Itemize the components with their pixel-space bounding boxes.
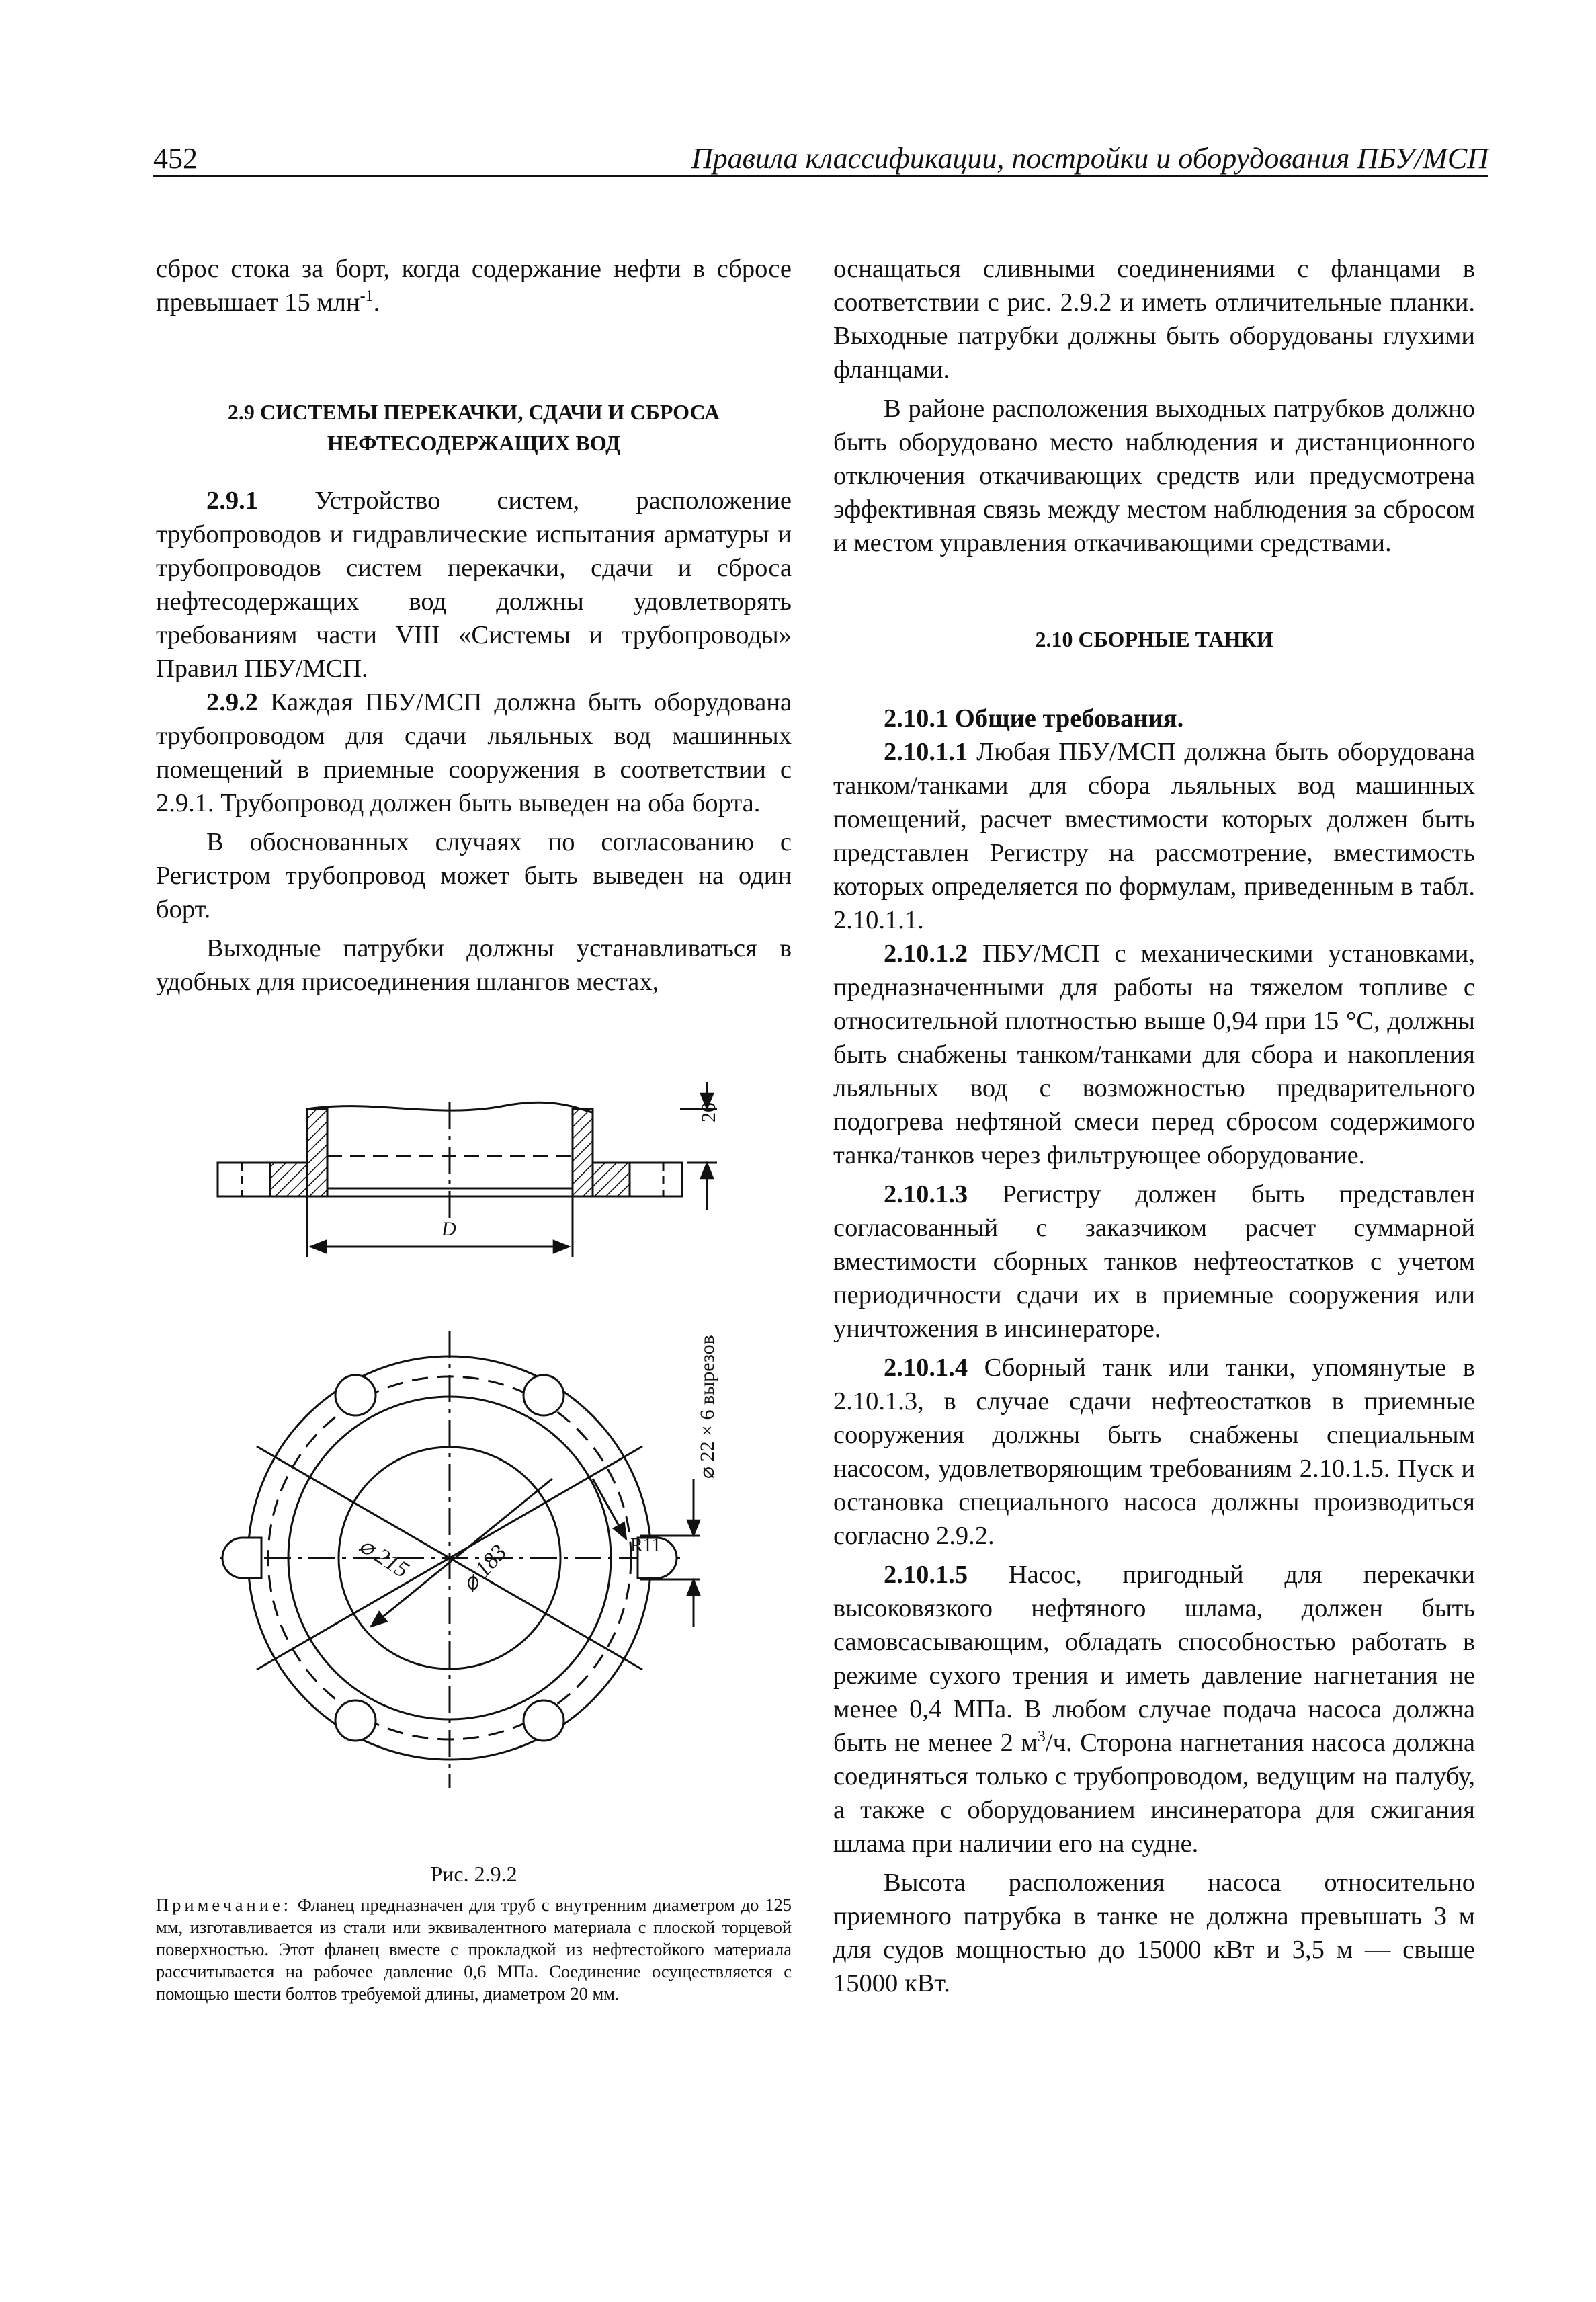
paragraph-2-10-1-1: 2.10.1.1 Любая ПБУ/МСП должна быть оборудована танком/танками для сбора льяльных вод машинных помещений, расчет вместимости которых должен быть представлен Регистру на рассмотрение, вместимость которых определяется по формулам, приведенным в табл. 2.10.1.1. [833,738,1475,934]
paragraph: В районе расположения выходных патрубков должно быть оборудовано место наблюдения и дистанционного отключения откачивающих средств или предусмотрена эффективная связь между местом наблюдения за сбросом и местом управления откачивающими средствами. [833,395,1475,557]
header-rule [153,175,1488,177]
running-title: Правила классификации, постройки и оборудования ПБУ/МСП [691,142,1488,175]
right-column [833,252,1475,2000]
dim-215: ⌀ 215 [354,1532,413,1584]
paragraph-2-10-1-3: 2.10.1.3 Регистру должен быть представлен согласованный с заказчиком расчет суммарной вместимости сборных танков нефтеостатков с учетом периодичности сдачи их в приемные сооружения или уничтожения в инсинераторе. [833,1180,1475,1343]
figure-note: Примечание: Фланец предназначен для труб с внутренним диаметром до 125 мм, изготавливается из стали или эквивалентного материала с плоской торцевой поверхностью. Этот фланец вместе с прокладкой из нефтестойкого материала рассчитывается на рабочее давление 0,6 МПа. Соединение осуществляется с помощью шести болтов требуемой длины, диаметром 20 мм. [156,1895,792,2004]
paragraph-2-10-1-4: 2.10.1.4 Сборный танк или танки, упомянутые в 2.10.1.3, в случае сдачи нефтеостатков в приемные сооружения должны быть снабжены специальным насосом, удовлетворяющим требованиям 2.10.1.5. Пуск и остановка специального насоса должны производиться согласно 2.9.2. [833,1354,1475,1550]
dim-d: D [442,1218,456,1240]
section-heading-2-10: 2.10 СБОРНЫЕ ТАНКИ [1035,627,1273,651]
dim-r11: R11 [630,1535,661,1556]
paragraph-2-10-1-5: 2.10.1.5 Насос, пригодный для перекачки высоковязкого нефтяного шлама, должен быть самовсасывающим, обладать способностью работать в режиме сухого трения и иметь давление нагнетания не менее 0,4 МПа. В любом случае подача насоса должна быть не менее 2 $м^3/ч$. Сторона нагнетания насоса должна соединяться только с трубопроводом, ведущим на палубу, а также с оборудованием инсинератора для сжигания шлама при наличии его на судне. [833,1561,1475,1858]
subsection-heading-2-10-1: 2.10.1 Общие требования. [884,704,1184,733]
paragraph-2-9-2: 2.9.2 Каждая ПБУ/МСП должна быть оборудована трубопроводом для сдачи льяльных вод машинных помещений в приемные сооружения в соответствии с 2.9.1. Трубопровод должен быть выведен на оба борта. [156,688,792,817]
flange-svg [156,1075,792,1855]
figure-caption: Рис. 2.9.2 [430,1862,517,1886]
paragraph: Высота расположения насоса относительно приемного патрубка в танке не должна превышать 3 м для судов мощностью до 15000 кВт и 3,5 м — свыше 15000 кВт. [833,1868,1475,1998]
left-column [156,252,792,999]
paragraph: сброс стока за борт, когда содержание нефти в сбросе превышает 15 млн$^{-1}$. [156,255,792,317]
dim-20: 20 [698,1102,720,1122]
page-number: 452 [153,142,198,175]
paragraph: В обоснованных случаях по согласованию с Регистром трубопровод может быть выведен на один борт. [156,828,792,923]
dim-slots: ⌀ 22 × 6 вырезов [696,1335,718,1479]
flange-drawing [156,1075,792,1858]
paragraph: оснащаться сливными соединениями с фланцами в соответствии с рис. 2.9.2 и иметь отличительные планки. Выходные патрубки должны быть оборудованы глухими фланцами. [833,255,1475,384]
dim-183: ⌀ 183 [457,1540,512,1597]
section-heading-2-9: 2.9 СИСТЕМЫ ПЕРЕКАЧКИ, СДАЧИ И СБРОСА НЕФТЕСОДЕРЖАЩИХ ВОД [227,400,720,455]
paragraph-2-10-1-2: 2.10.1.2 ПБУ/МСП с механическими установками, предназначенными для работы на тяжелом топливе с относительной плотностью выше 0,94 при 15 °С, должны быть снабжены танком/танками для сбора и накопления льяльных вод с возможностью предварительного подогрева нефтяной смеси перед сбросом содержимого танка/танков через фильтрующее оборудование. [833,940,1475,1169]
paragraph: Выходные патрубки должны устанавливаться в удобных для присоединения шлангов местах, [156,934,792,996]
paragraph-2-9-1: 2.9.1 Устройство систем, расположение трубопроводов и гидравлические испытания арматуры и трубопроводов систем перекачки, сдачи и сброса нефтесодержащих вод должны удовлетворять требованиям части VIII «Системы и трубопроводы» Правил ПБУ/МСП. [156,487,792,683]
